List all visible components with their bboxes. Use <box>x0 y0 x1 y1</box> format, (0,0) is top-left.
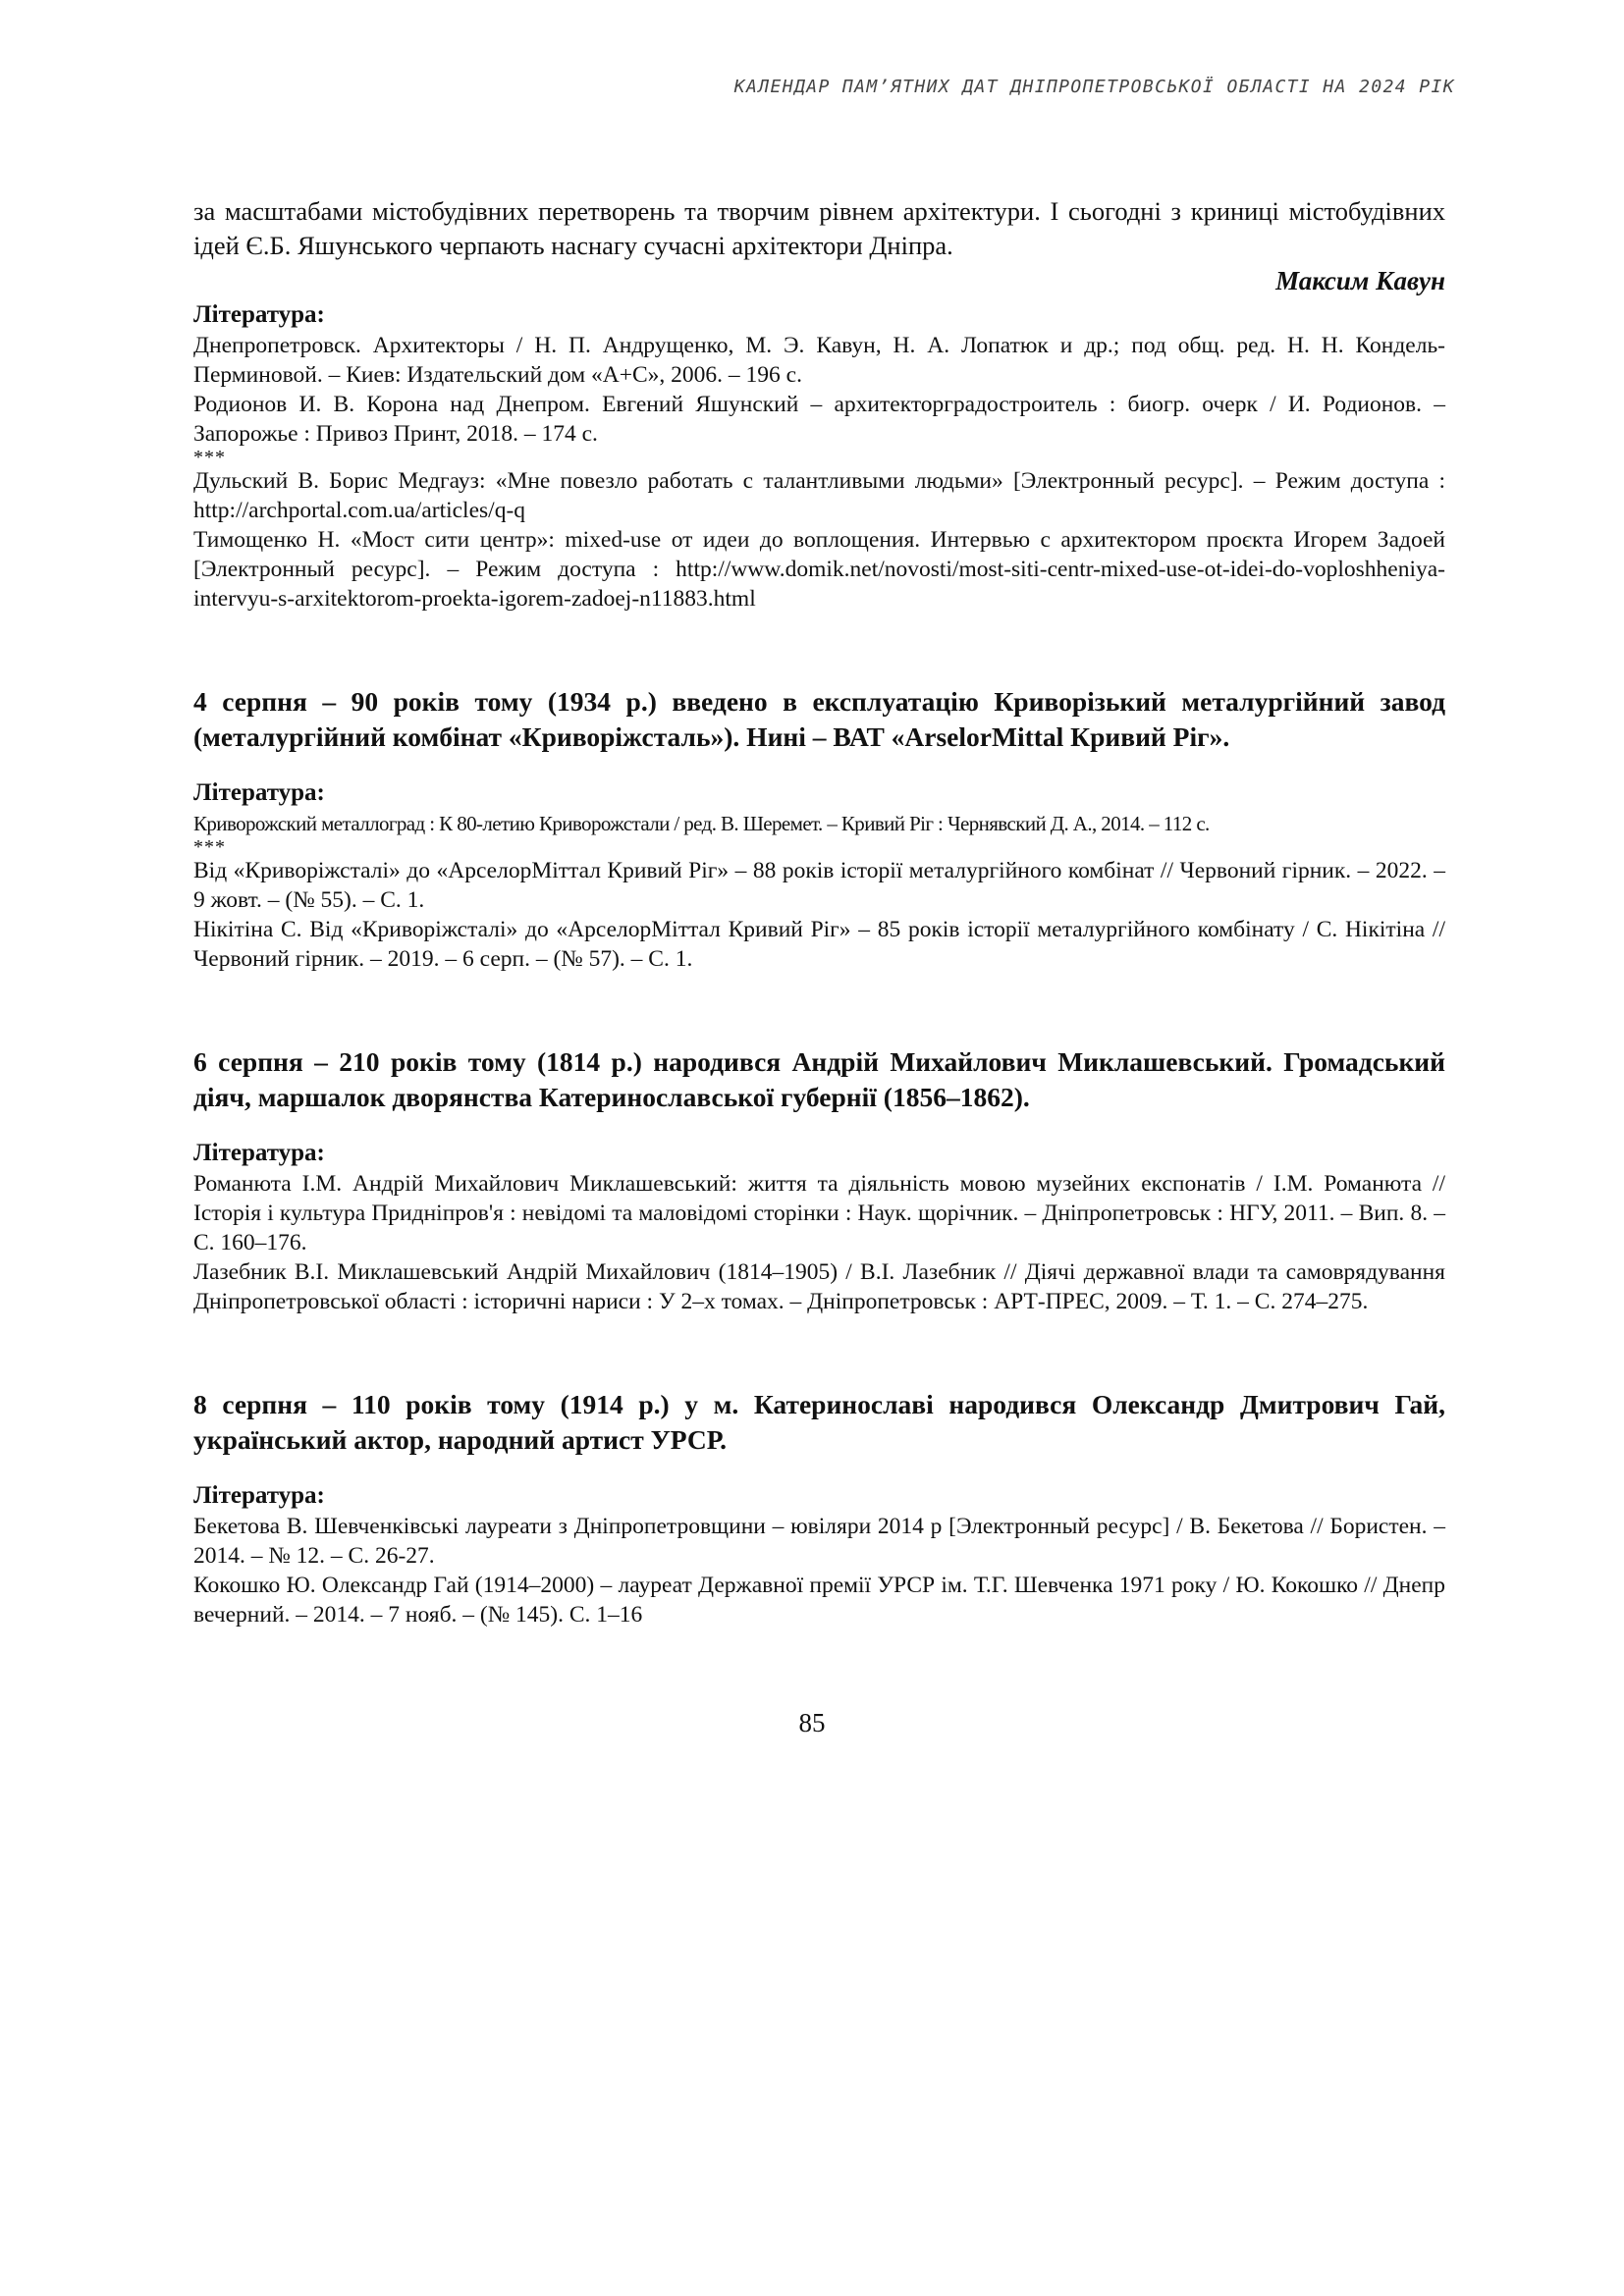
event-title: 6 серпня – 210 років тому (1814 р.) народився Андрій Михайлович Миклашевський. Громадський діяч, маршалок дворянства Катеринославської губернії (1856–1862). <box>193 1046 1445 1112</box>
reference-item: Лазебник В.І. Миклашевський Андрій Михайлович (1814–1905) / В.І. Лазебник // Діячі державної влади та самоврядування Дніпропетровської області : історичні нариси : У 2–х томах. – Дніпропетровськ : АРТ-ПРЕС, 2009. – Т. 1. – С. 274–275. <box>193 1259 1445 1314</box>
reference-item: Тимощенко Н. «Мост сити центр»: mixed-use от идеи до воплощения. Интервью с архитектором проєкта Игорем Задоей [Электронный ресурс]. – Режим доступа : http://www.domik.net/novosti/most-siti-centr-mixed-use-ot-idei-do-voploshheniya-intervyu-s-arxitektorom-proekta-igorem-zadoej-n11883.html <box>193 527 1445 612</box>
literature-heading: Література: <box>193 1140 325 1166</box>
reference-item: Романюта І.М. Андрій Михайлович Миклашевський: життя та діяльність мовою музейних експонатів / І.М. Романюта // Історія і культура Придніпров'я : невідомі та маловідомі сторінки : Наук. щорічник. – Дніпропетровськ : НГУ, 2011. – Вип. 8. – С. 160–176. <box>193 1171 1445 1255</box>
reference-item: Від «Криворіжсталі» до «АрселорМіттал Кривий Ріг» – 88 років історії металургійного комбінат // Червоний гірник. – 2022. – 9 жовт. – (№ 55). – С. 1. <box>193 858 1445 913</box>
reference-item: Нікітіна С. Від «Криворіжсталі» до «АрселорМіттал Кривий Ріг» – 85 років історії металургійного комбінату / С. Нікітіна // Червоний гірник. – 2019. – 6 серп. – (№ 57). – С. 1. <box>193 917 1445 972</box>
intro-section <box>193 194 1445 614</box>
literature-heading: Література: <box>193 301 325 328</box>
separator-stars: *** <box>193 836 226 858</box>
reference-item: Днепропетровск. Архитекторы / Н. П. Андрущенко, М. Э. Кавун, Н. А. Лопатюк и др.; под общ. ред. Н. Н. Кондель-Перминовой. – Киев: Издательский дом «А+С», 2006. – 196 с. <box>193 333 1445 388</box>
page-content <box>193 194 1445 1629</box>
event-title: 8 серпня – 110 років тому (1914 р.) у м. Катеринославі народився Олександр Дмитрович Гай, український актор, народний артист УРСР. <box>193 1389 1445 1455</box>
reference-item: Бекетова В. Шевченківські лауреати з Дніпропетровщини – ювіляри 2014 р [Электронный ресурс] / В. Бекетова // Бористен. – 2014. – № 12. – С. 26-27. <box>193 1514 1445 1569</box>
event-entry <box>193 684 1445 974</box>
running-header: КАЛЕНДАР ПАМ’ЯТНИХ ДАТ ДНІПРОПЕТРОВСЬКОЇ ОБЛАСТІ НА 2024 РІК <box>733 77 1455 97</box>
literature-heading: Література: <box>193 779 325 806</box>
intro-paragraph: за масштабами містобудівних перетворень та творчим рівнем архітектури. І сьогодні з криниці містобудівних ідей Є.Б. Яшунського черпають наснагу сучасні архітектори Дніпра. <box>193 196 1445 260</box>
separator-stars: *** <box>193 447 226 468</box>
reference-item: Кокошко Ю. Олександр Гай (1914–2000) – лауреат Державної премії УРСР ім. Т.Г. Шевченка 1971 року / Ю. Кокошко // Днепр вечерний. – 2014. – 7 нояб. – (№ 145). С. 1–16 <box>193 1573 1445 1628</box>
page-number: 85 <box>798 1708 826 1737</box>
reference-item: Криворожский металлоград : К 80-летию Криворожстали / ред. В. Шеремет. – Кривий Ріг : Чернявский Д. А., 2014. – 112 с. <box>193 812 1210 835</box>
reference-item: Родионов И. В. Корона над Днепром. Евгений Яшунский – архитекторградостроитель : биогр. очерк / И. Родионов. – Запорожье : Привоз Принт, 2018. – 174 с. <box>193 392 1445 447</box>
event-entry <box>193 1044 1445 1316</box>
literature-heading: Література: <box>193 1482 325 1509</box>
event-title: 4 серпня – 90 років тому (1934 р.) введено в експлуатацію Криворізький металургійний завод (металургійний комбінат «Криворіжсталь»). Нині – ВАТ «ArselorMittal Кривий Ріг». <box>193 686 1445 752</box>
event-entry <box>193 1387 1445 1629</box>
reference-item: Дульский В. Борис Медгауз: «Мне повезло работать с талантливыми людьми» [Электронный ресурс]. – Режим доступа : http://archportal.com.ua/articles/q-q <box>193 468 1445 523</box>
author-signature: Максим Кавун <box>1275 266 1445 295</box>
